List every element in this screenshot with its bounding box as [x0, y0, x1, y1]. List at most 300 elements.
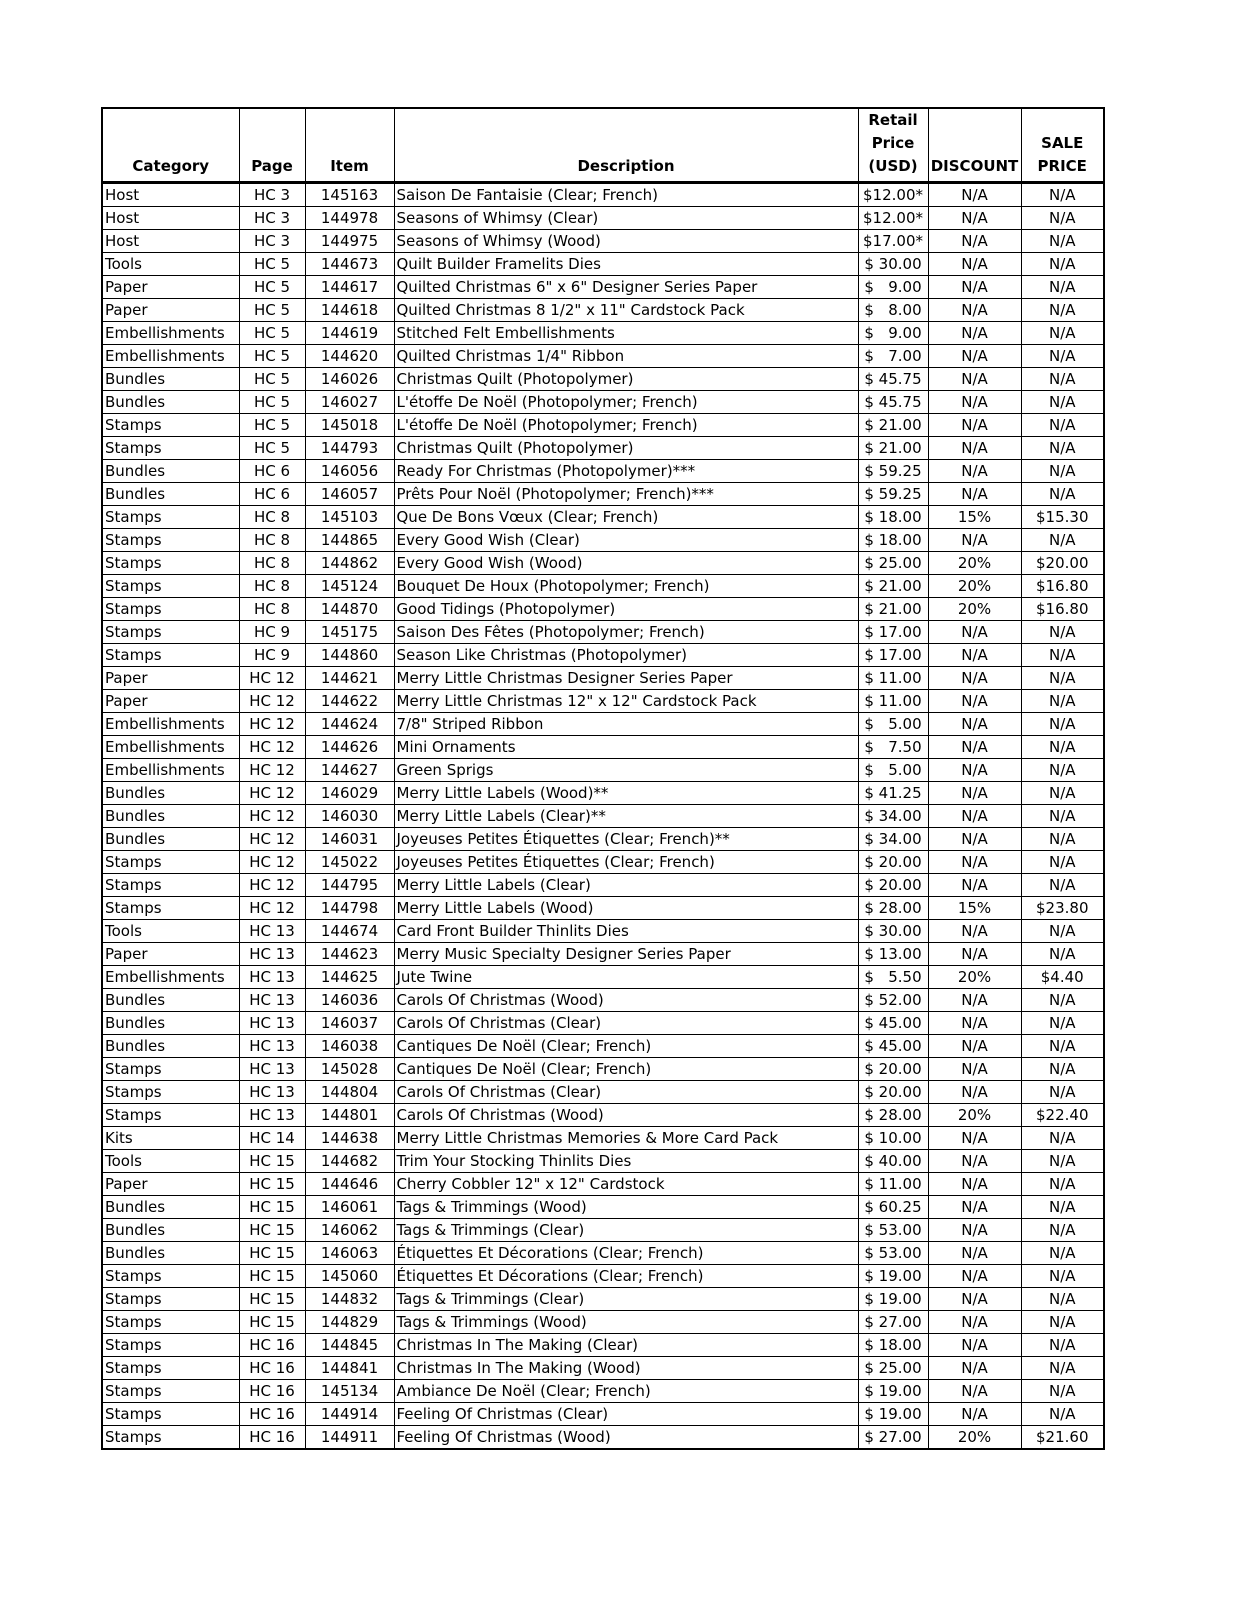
cell-sale-price: N/A: [1021, 460, 1104, 483]
cell-category: Stamps: [102, 1357, 239, 1380]
cell-retail-price: $ 17.00: [858, 644, 928, 667]
cell-item: 145103: [305, 506, 394, 529]
cell-discount: N/A: [928, 943, 1021, 966]
table-row: [102, 943, 1104, 966]
cell-retail-price: $ 7.50: [858, 736, 928, 759]
cell-sale-price: N/A: [1021, 276, 1104, 299]
cell-description: Merry Little Christmas 12" x 12" Cardstock Pack: [394, 690, 858, 713]
table-row: [102, 828, 1104, 851]
cell-description: Cantiques De Noël (Clear; French): [394, 1035, 858, 1058]
cell-sale-price: N/A: [1021, 713, 1104, 736]
cell-sale-price: $20.00: [1021, 552, 1104, 575]
cell-retail-price: $ 34.00: [858, 805, 928, 828]
cell-retail-price: $ 18.00: [858, 506, 928, 529]
cell-item: 144625: [305, 966, 394, 989]
header-retail-line1: Retail: [868, 111, 918, 129]
cell-discount: N/A: [928, 1173, 1021, 1196]
cell-description: Étiquettes Et Décorations (Clear; French): [394, 1242, 858, 1265]
cell-category: Tools: [102, 1150, 239, 1173]
cell-category: Stamps: [102, 506, 239, 529]
cell-description: Que De Bons Vœux (Clear; French): [394, 506, 858, 529]
cell-page: HC 5: [239, 322, 305, 345]
cell-item: 144795: [305, 874, 394, 897]
cell-category: Embellishments: [102, 759, 239, 782]
cell-page: HC 13: [239, 1035, 305, 1058]
table-row: [102, 966, 1104, 989]
cell-discount: N/A: [928, 920, 1021, 943]
cell-sale-price: $23.80: [1021, 897, 1104, 920]
cell-sale-price: N/A: [1021, 230, 1104, 253]
table-row: [102, 690, 1104, 713]
cell-description: Saison Des Fêtes (Photopolymer; French): [394, 621, 858, 644]
table-row: [102, 437, 1104, 460]
cell-discount: N/A: [928, 183, 1021, 207]
cell-discount: N/A: [928, 1219, 1021, 1242]
cell-page: HC 14: [239, 1127, 305, 1150]
header-sale-line1: SALE: [1041, 134, 1084, 152]
cell-page: HC 3: [239, 183, 305, 207]
cell-sale-price: N/A: [1021, 851, 1104, 874]
header-retail-line3: (USD): [868, 157, 918, 175]
cell-page: HC 12: [239, 736, 305, 759]
cell-description: Merry Little Labels (Wood)**: [394, 782, 858, 805]
cell-sale-price: N/A: [1021, 828, 1104, 851]
table-row: [102, 644, 1104, 667]
table-row: [102, 1127, 1104, 1150]
cell-sale-price: N/A: [1021, 989, 1104, 1012]
cell-retail-price: $ 25.00: [858, 1357, 928, 1380]
cell-discount: N/A: [928, 989, 1021, 1012]
cell-sale-price: N/A: [1021, 1265, 1104, 1288]
cell-item: 146030: [305, 805, 394, 828]
cell-item: 146037: [305, 1012, 394, 1035]
cell-category: Bundles: [102, 391, 239, 414]
cell-item: 146063: [305, 1242, 394, 1265]
cell-sale-price: N/A: [1021, 414, 1104, 437]
cell-item: 144622: [305, 690, 394, 713]
cell-item: 144627: [305, 759, 394, 782]
header-retail-line2: Price: [871, 134, 915, 152]
cell-sale-price: N/A: [1021, 1058, 1104, 1081]
cell-discount: N/A: [928, 529, 1021, 552]
cell-category: Embellishments: [102, 345, 239, 368]
cell-page: HC 12: [239, 782, 305, 805]
cell-description: Merry Music Specialty Designer Series Paper: [394, 943, 858, 966]
cell-description: Saison De Fantaisie (Clear; French): [394, 183, 858, 207]
cell-page: HC 12: [239, 805, 305, 828]
cell-description: Jute Twine: [394, 966, 858, 989]
cell-page: HC 5: [239, 345, 305, 368]
table-row: [102, 253, 1104, 276]
table-row: [102, 506, 1104, 529]
cell-page: HC 13: [239, 966, 305, 989]
cell-page: HC 6: [239, 460, 305, 483]
cell-item: 144804: [305, 1081, 394, 1104]
cell-description: Feeling Of Christmas (Clear): [394, 1403, 858, 1426]
cell-description: Tags & Trimmings (Clear): [394, 1219, 858, 1242]
cell-sale-price: N/A: [1021, 667, 1104, 690]
cell-retail-price: $ 20.00: [858, 1081, 928, 1104]
cell-description: 7/8" Striped Ribbon: [394, 713, 858, 736]
cell-sale-price: $4.40: [1021, 966, 1104, 989]
cell-page: HC 15: [239, 1242, 305, 1265]
cell-item: 144673: [305, 253, 394, 276]
cell-retail-price: $12.00*: [858, 207, 928, 230]
cell-discount: N/A: [928, 621, 1021, 644]
cell-item: 144619: [305, 322, 394, 345]
cell-page: HC 12: [239, 897, 305, 920]
cell-description: Card Front Builder Thinlits Dies: [394, 920, 858, 943]
table-row: [102, 1173, 1104, 1196]
cell-sale-price: N/A: [1021, 529, 1104, 552]
cell-page: HC 12: [239, 828, 305, 851]
cell-category: Stamps: [102, 1380, 239, 1403]
table-row: [102, 1242, 1104, 1265]
cell-retail-price: $ 59.25: [858, 483, 928, 506]
cell-retail-price: $ 11.00: [858, 1173, 928, 1196]
cell-page: HC 13: [239, 989, 305, 1012]
table-row: [102, 1058, 1104, 1081]
cell-discount: N/A: [928, 1311, 1021, 1334]
cell-page: HC 5: [239, 276, 305, 299]
cell-item: 144620: [305, 345, 394, 368]
cell-category: Bundles: [102, 1196, 239, 1219]
header-row: [102, 108, 1104, 183]
cell-description: Tags & Trimmings (Clear): [394, 1288, 858, 1311]
cell-sale-price: N/A: [1021, 1357, 1104, 1380]
header-description: Description: [394, 108, 858, 183]
cell-retail-price: $ 45.00: [858, 1035, 928, 1058]
cell-discount: 15%: [928, 897, 1021, 920]
cell-category: Bundles: [102, 1035, 239, 1058]
cell-sale-price: N/A: [1021, 483, 1104, 506]
cell-page: HC 12: [239, 667, 305, 690]
cell-page: HC 16: [239, 1380, 305, 1403]
cell-category: Stamps: [102, 1311, 239, 1334]
cell-discount: N/A: [928, 1081, 1021, 1104]
cell-item: 144845: [305, 1334, 394, 1357]
cell-item: 144914: [305, 1403, 394, 1426]
cell-category: Bundles: [102, 828, 239, 851]
cell-retail-price: $ 59.25: [858, 460, 928, 483]
cell-discount: N/A: [928, 805, 1021, 828]
cell-sale-price: N/A: [1021, 1196, 1104, 1219]
cell-retail-price: $17.00*: [858, 230, 928, 253]
table-row: [102, 1150, 1104, 1173]
cell-discount: N/A: [928, 1196, 1021, 1219]
cell-discount: N/A: [928, 276, 1021, 299]
table-row: [102, 1081, 1104, 1104]
cell-page: HC 15: [239, 1265, 305, 1288]
cell-discount: N/A: [928, 1403, 1021, 1426]
cell-category: Paper: [102, 1173, 239, 1196]
cell-retail-price: $ 13.00: [858, 943, 928, 966]
cell-item: 144798: [305, 897, 394, 920]
table-row: [102, 621, 1104, 644]
cell-category: Stamps: [102, 552, 239, 575]
cell-page: HC 12: [239, 713, 305, 736]
cell-item: 146027: [305, 391, 394, 414]
cell-sale-price: $16.80: [1021, 598, 1104, 621]
table-row: [102, 759, 1104, 782]
cell-item: 145018: [305, 414, 394, 437]
cell-discount: 20%: [928, 1426, 1021, 1450]
cell-discount: N/A: [928, 299, 1021, 322]
cell-retail-price: $12.00*: [858, 183, 928, 207]
cell-sale-price: N/A: [1021, 1380, 1104, 1403]
table-row: [102, 207, 1104, 230]
table-row: [102, 667, 1104, 690]
cell-category: Tools: [102, 920, 239, 943]
cell-retail-price: $ 60.25: [858, 1196, 928, 1219]
cell-discount: N/A: [928, 322, 1021, 345]
cell-page: HC 5: [239, 253, 305, 276]
cell-retail-price: $ 20.00: [858, 1058, 928, 1081]
cell-item: 146036: [305, 989, 394, 1012]
cell-page: HC 6: [239, 483, 305, 506]
cell-category: Paper: [102, 943, 239, 966]
cell-discount: N/A: [928, 759, 1021, 782]
cell-description: Carols Of Christmas (Wood): [394, 989, 858, 1012]
cell-item: 144841: [305, 1357, 394, 1380]
cell-sale-price: N/A: [1021, 920, 1104, 943]
cell-retail-price: $ 5.00: [858, 759, 928, 782]
cell-sale-price: N/A: [1021, 759, 1104, 782]
cell-page: HC 9: [239, 621, 305, 644]
cell-retail-price: $ 53.00: [858, 1242, 928, 1265]
cell-retail-price: $ 9.00: [858, 322, 928, 345]
cell-category: Stamps: [102, 1426, 239, 1450]
cell-discount: N/A: [928, 1334, 1021, 1357]
cell-sale-price: N/A: [1021, 391, 1104, 414]
cell-description: Carols Of Christmas (Clear): [394, 1081, 858, 1104]
cell-sale-price: N/A: [1021, 736, 1104, 759]
cell-retail-price: $ 52.00: [858, 989, 928, 1012]
cell-category: Embellishments: [102, 713, 239, 736]
cell-item: 145163: [305, 183, 394, 207]
cell-category: Kits: [102, 1127, 239, 1150]
cell-item: 145022: [305, 851, 394, 874]
cell-description: L'étoffe De Noël (Photopolymer; French): [394, 391, 858, 414]
table-row: [102, 345, 1104, 368]
cell-retail-price: $ 5.50: [858, 966, 928, 989]
table-row: [102, 897, 1104, 920]
cell-page: HC 8: [239, 598, 305, 621]
cell-category: Stamps: [102, 1104, 239, 1127]
cell-item: 144638: [305, 1127, 394, 1150]
cell-category: Stamps: [102, 437, 239, 460]
cell-category: Host: [102, 183, 239, 207]
cell-discount: N/A: [928, 230, 1021, 253]
cell-sale-price: N/A: [1021, 1311, 1104, 1334]
cell-category: Embellishments: [102, 736, 239, 759]
cell-page: HC 12: [239, 690, 305, 713]
cell-item: 146038: [305, 1035, 394, 1058]
cell-item: 146026: [305, 368, 394, 391]
cell-sale-price: N/A: [1021, 322, 1104, 345]
cell-retail-price: $ 5.00: [858, 713, 928, 736]
cell-item: 144682: [305, 1150, 394, 1173]
cell-description: Carols Of Christmas (Wood): [394, 1104, 858, 1127]
cell-sale-price: N/A: [1021, 621, 1104, 644]
cell-category: Embellishments: [102, 966, 239, 989]
cell-discount: N/A: [928, 207, 1021, 230]
cell-retail-price: $ 11.00: [858, 690, 928, 713]
header-item: Item: [305, 108, 394, 183]
cell-description: Every Good Wish (Wood): [394, 552, 858, 575]
cell-retail-price: $ 20.00: [858, 874, 928, 897]
cell-retail-price: $ 41.25: [858, 782, 928, 805]
cell-retail-price: $ 11.00: [858, 667, 928, 690]
cell-discount: 20%: [928, 1104, 1021, 1127]
table-row: [102, 276, 1104, 299]
cell-retail-price: $ 45.00: [858, 1012, 928, 1035]
header-discount: DISCOUNT: [928, 108, 1021, 183]
cell-discount: N/A: [928, 1357, 1021, 1380]
table-row: [102, 736, 1104, 759]
cell-description: Mini Ornaments: [394, 736, 858, 759]
cell-sale-price: N/A: [1021, 1012, 1104, 1035]
cell-sale-price: N/A: [1021, 207, 1104, 230]
cell-page: HC 8: [239, 529, 305, 552]
cell-page: HC 5: [239, 391, 305, 414]
cell-retail-price: $ 21.00: [858, 437, 928, 460]
table-row: [102, 460, 1104, 483]
cell-discount: N/A: [928, 644, 1021, 667]
cell-sale-price: N/A: [1021, 437, 1104, 460]
table-row: [102, 874, 1104, 897]
header-category: Category: [102, 108, 239, 183]
cell-item: 144626: [305, 736, 394, 759]
cell-page: HC 15: [239, 1288, 305, 1311]
cell-page: HC 13: [239, 1012, 305, 1035]
table-row: [102, 989, 1104, 1012]
cell-page: HC 5: [239, 414, 305, 437]
cell-sale-price: N/A: [1021, 943, 1104, 966]
cell-description: Christmas Quilt (Photopolymer): [394, 437, 858, 460]
cell-page: HC 15: [239, 1150, 305, 1173]
cell-retail-price: $ 25.00: [858, 552, 928, 575]
table-row: [102, 322, 1104, 345]
cell-sale-price: N/A: [1021, 874, 1104, 897]
cell-item: 146061: [305, 1196, 394, 1219]
cell-discount: N/A: [928, 253, 1021, 276]
table-row: [102, 805, 1104, 828]
header-retail-price: [858, 108, 928, 183]
cell-retail-price: $ 20.00: [858, 851, 928, 874]
cell-item: 145060: [305, 1265, 394, 1288]
cell-description: L'étoffe De Noël (Photopolymer; French): [394, 414, 858, 437]
cell-discount: 20%: [928, 598, 1021, 621]
cell-page: HC 8: [239, 575, 305, 598]
cell-category: Paper: [102, 667, 239, 690]
cell-discount: N/A: [928, 1127, 1021, 1150]
cell-sale-price: N/A: [1021, 183, 1104, 207]
cell-page: HC 12: [239, 874, 305, 897]
cell-item: 146031: [305, 828, 394, 851]
cell-description: Bouquet De Houx (Photopolymer; French): [394, 575, 858, 598]
table-row: [102, 299, 1104, 322]
price-table: [101, 107, 1105, 1450]
cell-page: HC 13: [239, 1081, 305, 1104]
cell-sale-price: N/A: [1021, 1035, 1104, 1058]
cell-description: Every Good Wish (Clear): [394, 529, 858, 552]
cell-page: HC 13: [239, 920, 305, 943]
cell-item: 144617: [305, 276, 394, 299]
cell-sale-price: N/A: [1021, 782, 1104, 805]
cell-category: Host: [102, 207, 239, 230]
cell-sale-price: $22.40: [1021, 1104, 1104, 1127]
cell-item: 146056: [305, 460, 394, 483]
cell-description: Christmas Quilt (Photopolymer): [394, 368, 858, 391]
cell-description: Quilted Christmas 6" x 6" Designer Series Paper: [394, 276, 858, 299]
cell-item: 144623: [305, 943, 394, 966]
table-row: [102, 552, 1104, 575]
cell-retail-price: $ 28.00: [858, 1104, 928, 1127]
cell-discount: N/A: [928, 1150, 1021, 1173]
cell-description: Tags & Trimmings (Wood): [394, 1311, 858, 1334]
cell-sale-price: N/A: [1021, 1242, 1104, 1265]
table-row: [102, 575, 1104, 598]
cell-discount: N/A: [928, 851, 1021, 874]
table-row: [102, 1311, 1104, 1334]
cell-description: Feeling Of Christmas (Wood): [394, 1426, 858, 1450]
cell-retail-price: $ 18.00: [858, 529, 928, 552]
cell-category: Stamps: [102, 644, 239, 667]
cell-sale-price: N/A: [1021, 1334, 1104, 1357]
table-body: [102, 183, 1104, 1450]
cell-item: 144646: [305, 1173, 394, 1196]
cell-category: Bundles: [102, 460, 239, 483]
cell-category: Stamps: [102, 851, 239, 874]
cell-item: 144618: [305, 299, 394, 322]
table-row: [102, 1012, 1104, 1035]
cell-discount: N/A: [928, 1012, 1021, 1035]
cell-discount: N/A: [928, 414, 1021, 437]
cell-category: Stamps: [102, 414, 239, 437]
table-row: [102, 368, 1104, 391]
cell-category: Paper: [102, 299, 239, 322]
cell-sale-price: N/A: [1021, 1288, 1104, 1311]
cell-category: Stamps: [102, 874, 239, 897]
cell-item: 144975: [305, 230, 394, 253]
cell-item: 146057: [305, 483, 394, 506]
cell-retail-price: $ 9.00: [858, 276, 928, 299]
cell-retail-price: $ 19.00: [858, 1288, 928, 1311]
cell-page: HC 12: [239, 851, 305, 874]
cell-category: Stamps: [102, 1265, 239, 1288]
cell-discount: 20%: [928, 552, 1021, 575]
cell-description: Green Sprigs: [394, 759, 858, 782]
cell-sale-price: N/A: [1021, 1219, 1104, 1242]
cell-item: 145124: [305, 575, 394, 598]
cell-category: Stamps: [102, 897, 239, 920]
cell-page: HC 3: [239, 207, 305, 230]
table-row: [102, 483, 1104, 506]
cell-discount: N/A: [928, 736, 1021, 759]
cell-page: HC 13: [239, 1104, 305, 1127]
cell-description: Merry Little Labels (Clear)**: [394, 805, 858, 828]
cell-category: Tools: [102, 253, 239, 276]
cell-discount: N/A: [928, 1288, 1021, 1311]
cell-description: Cantiques De Noël (Clear; French): [394, 1058, 858, 1081]
cell-retail-price: $ 34.00: [858, 828, 928, 851]
header-sale-price: [1021, 108, 1104, 183]
cell-item: 144860: [305, 644, 394, 667]
cell-description: Carols Of Christmas (Clear): [394, 1012, 858, 1035]
cell-category: Host: [102, 230, 239, 253]
cell-description: Merry Little Labels (Clear): [394, 874, 858, 897]
